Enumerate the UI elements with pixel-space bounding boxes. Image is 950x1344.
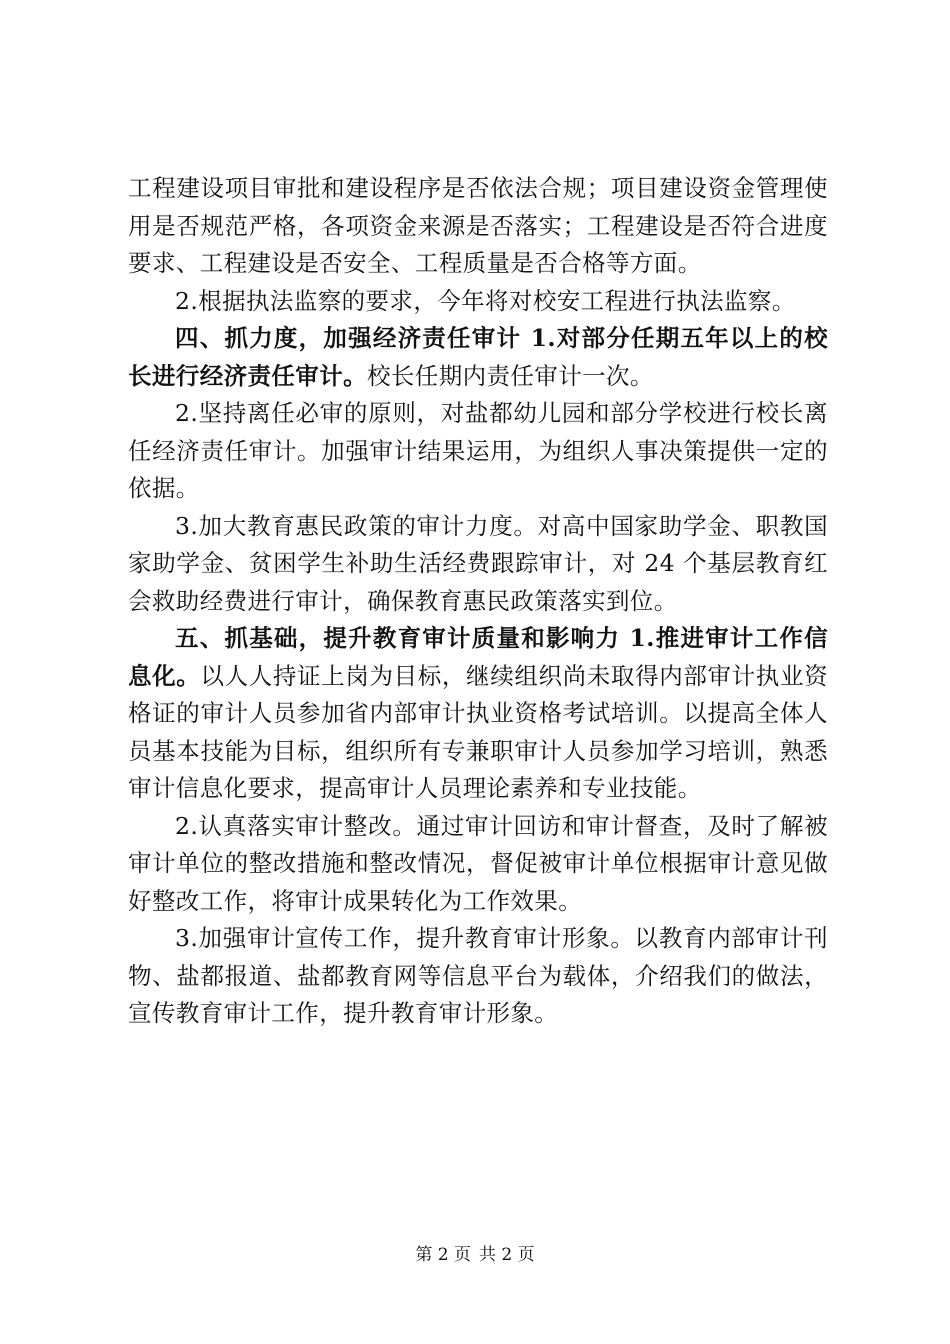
page-total: 共 2 页 [479,1245,535,1265]
paragraph-text: 2.坚持离任必审的原则，对盐都幼儿园和部分学校进行校长离任经济责任审计。加强审计结果运用，为组织人事决策提供一定的依据。 [128,399,828,502]
paragraph-audit-rectification [128,808,828,921]
paragraph-project-review [128,170,828,283]
section-heading-economic-audit [128,320,828,395]
paragraph-text: 以人人持证上岗为目标，继续组织尚未取得内部审计执业资格证的审计人员参加省内部审计执业资格考试培训。以提高全体人员基本技能为目标，组织所有专兼职审计人员参加学习培训，熟悉审计信息化要求，提高审计人员理论素养和专业技能。 [128,661,829,802]
paragraph-text: 校长任期内责任审计一次。 [367,361,654,390]
paragraph-benefit-policy-audit [128,508,828,621]
paragraph-text: 2.根据执法监察的要求，今年将对校安工程进行执法监察。 [175,286,796,315]
section-heading-text: 四、抓力度，加强经济责任审计 1.对部分任期五年以上的校长进行经济责任审计。 [128,324,828,390]
page-footer [0,1244,950,1266]
section-heading-text: 五、抓基础，提升教育审计质量和影响力 1.推进审计工作信息化。 [128,624,828,690]
paragraph-text: 2.认真落实审计整改。通过审计回访和审计督查，及时了解被审计单位的整改措施和整改情况，督促被审计单位根据审计意见做好整改工作，将审计成果转化为工作效果。 [128,811,828,915]
document-body [128,170,828,1033]
section-heading-audit-quality [128,620,828,808]
paragraph-audit-publicity [128,920,828,1033]
page-number: 第 2 页 [415,1245,471,1265]
paragraph-departure-audit [128,395,828,508]
paragraph-text: 工程建设项目审批和建设程序是否依法合规；项目建设资金管理使用是否规范严格，各项资金来源是否落实；工程建设是否符合进度要求、工程建设是否安全、工程质量是否合格等方面。 [128,174,828,277]
paragraph-law-enforcement [128,283,828,321]
paragraph-text: 3.加大教育惠民政策的审计力度。对高中国家助学金、职教国家助学金、贫困学生补助生活经费跟踪审计，对 24 个基层教育红会救助经费进行审计，确保教育惠民政策落实到位。 [128,511,828,615]
paragraph-text: 3.加强审计宣传工作，提升教育审计形象。以教育内部审计刊物、盐都报道、盐都教育网等信息平台为载体，介绍我们的做法，宣传教育审计工作，提升教育审计形象。 [128,924,828,1027]
